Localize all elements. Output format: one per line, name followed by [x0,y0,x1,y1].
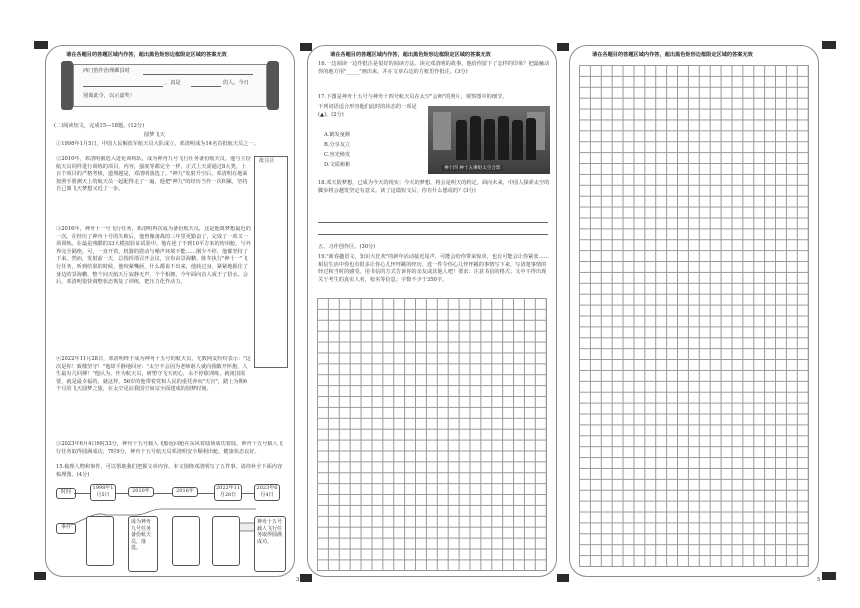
question-17-prompt: 下列词语适合形容他们此时的状态的一项是(▲)。(2分) [318,104,417,118]
registration-mark-bottom-mid-left [300,574,312,582]
scroll-decoration [61,61,279,110]
q18-answer-line-1[interactable] [318,222,548,223]
registration-mark-top-right [822,41,836,49]
scroll-blank-1[interactable] [143,74,253,75]
registration-mark-bottom-right [822,572,836,580]
question-19: 19."新春趣语文，知识大狂欢"的新年活动接近尾声，可能会给你带来惊喜，也有可能会让你紧张……相信生活中你也有很多让你心儿怦怦跳的经历，选一件令你心儿怦怦跳的事情写下来，写清楚事情的经过和当时的感受。用书信的方式告诉你的亲友或其他人吧！要求：注意书信的格式；文中不得出现关于考生的真实人名，校名等信息；字数不少于350字。 [318,254,549,283]
writing-grid-panel-2[interactable] [317,298,547,571]
paragraph-4: ④2022年11月28日，邓清明终于成为神舟十五号的航天员，无数网友纷纷表示："这次是你！致敬坚守！"他却平静地回应："太空不会因为老师谁人就向我敞开怀抱，人生最有几回搏！"他认为，作为航天员，研塑守飞天初心，永不停歇训练，就祖国需要，就是最幸福的，就这样，56岁的他带着党和人民的重托奔向"天宫"，踏上为期6个月的飞天圆梦之旅，在太空见证我国空间站全面建成的圆梦时刻。 [56,356,251,393]
answer-panel-1 [45,45,295,577]
registration-mark-top-mid-right [557,43,569,51]
timeline-date-4: 2022年11月28日 [214,484,242,501]
timeline-date-1: 1998年1月5日 [90,484,116,501]
scroll-line-2-end: 的人，今日 [223,80,249,86]
answer-panel-2 [307,45,557,577]
panel-header-notice: 请在各题目的答题区域内作答，超出黑色矩形边框限定区域的答案无效 [66,52,227,58]
section-writing-heading: 五、习作创作区。(30分) [318,244,376,250]
registration-mark-top-left [34,41,48,49]
article-title: 圆梦飞天 [144,132,165,138]
question-17-option-b: B.分享友立 [324,142,351,148]
timeline-date-3: 2016年 [172,487,198,497]
timeline-date-2: 2010年 [128,487,154,497]
page-number-5: 5 [817,577,821,583]
panel-header-notice: 请在各题目的答题区域内作答，超出黑色矩形边框限定区域的答案无效 [592,52,753,58]
scroll-line-2-mid: ，真是 [165,80,181,86]
paragraph-1: ①1998年1月5日，中国人民解放军航天员大队成立，邓清明成为14名首批航天员之一。 [56,141,259,147]
timeline-time-label: 时间 [56,488,76,499]
question-18: 18.邓天防梦想，已成为今天的现实；今天的梦想，将会是明天的约定。面向未来，中国人探索太空的脚步将会越发坚定有意义。读了这篇短文后，你有什么想说的？(3分) [318,180,550,194]
timeline-event-3-blank[interactable] [172,516,200,566]
question-17: 17.下图是神舟十五号与神舟十四号航天员在太空"会师"的照片，观察图中的细节， [318,94,508,100]
section-reading-heading: (二)阅读短文，完成15—18题。(12分) [54,123,145,129]
scroll-blank-2[interactable] [83,86,163,87]
paragraph-2: ②2010年，邓清明被选入进化训练队，成为神舟九号飞行任务备份航天员。他与主份航天员同样进行训练的项目，内容，强度等都完全一样，正式上天需通过8大类，上百个项目的严格考核，道理越是，邓清明落选了。"神九"发射升空后，邓清明在地面按照手册测天上的航天员一起配得走了一遍，他把"神九"的经历当作一次积累，坚持自己离飞天梦想又近了一步。 [56,156,251,193]
q18-answer-line-2[interactable] [318,234,548,235]
timeline-event-label: 事件 [56,523,76,534]
panel-header-notice: 请在各题目的答题区域内作答，超出黑色矩形边框限定区域的答案无效 [330,52,491,58]
timeline-event-5: 神舟十五号载人飞行任务取得圆满成功。 [254,516,286,572]
scroll-blank-3[interactable] [191,86,221,87]
writing-grid-panel-3[interactable] [579,65,809,567]
paragraph-5: ⑤2023年6月4日6时33分，神舟十五号载人飞船返回舱在东风着陆场成功着陆，神舟十五号载人飞行任务取得圆满成功，7时9分，神舟十五号航天员邓清明安全顺利出舱，健康状态良好。 [56,441,283,455]
annotation-box-label: 批注区 [259,158,275,164]
timeline-event-2: 成为神舟九号任务备份航天员，落选。 [128,516,158,572]
timeline-event-4-blank[interactable] [212,516,240,566]
astronaut-group-photo [428,106,550,174]
photo-caption: 神十四 神十五乘组太空合影 [444,166,501,171]
question-15: 15.梳理人物和事件，可以帮助我们把握文章内容。本文围绕邓清明写了五件事。请你补全下面内容梳理图。(4分) [56,464,283,478]
registration-mark-bottom-left [34,572,46,580]
page-number-4: 4 [560,577,564,583]
question-16: 16.一边阅读一边作批注是很好的阅读方法。读完邓清明的故事，他给你留下了怎样的印象？把最触动你的地方用"_____"画出来，并在文章右边的方框里作批注。(3分) [318,61,550,75]
timeline-date-5: 2023年6月4日 [254,484,280,501]
page-number-3: 3 [296,577,300,583]
scroll-line-1: 西门豹作治理邺县时 [83,68,130,74]
registration-mark-top-mid-left [300,43,312,51]
question-17-option-a: A.鹤发童颜 [324,132,351,138]
question-17-option-d: D.文质彬彬 [324,162,351,168]
paragraph-3: ③2016年，神舟十一号飞行任务，邓清明再次成为备份航天员，这是他离梦想最近的一次。在经历了神舟十号的失败后，他曾像备战的三年里更勤奋了，完成了一项又一项训练。在最是残酷的33大模拟验证试验中，他在逆了不到10平方米的密闭舱，与外界完全隔绝。可，一直开着，机器的震动与噪声环境不能……刚少不停，他都坚持了下来。然而，发射前一天，总指挥部召开会议，宣布由景海鹏、陈冬执行"神十一"飞行任务，听到结果的时候，他咬紧嘴唇，什么都说不出来，他转过身，紧紧地握住了身边的景海鹏，整个问天航天厅寂静无声，个个相拥，今年面向首人成于了招水。会后，邓清明很快调整状态恢复了训练，把压力化作动力。 [56,226,251,286]
scroll-line-3: 别离此令，以示嘉奖！ [83,93,135,99]
question-17-option-c: C.容光焕发 [324,152,351,158]
timeline-event-1-blank[interactable] [86,516,114,566]
annotation-box[interactable] [254,156,288,368]
answer-panel-3 [569,45,819,577]
